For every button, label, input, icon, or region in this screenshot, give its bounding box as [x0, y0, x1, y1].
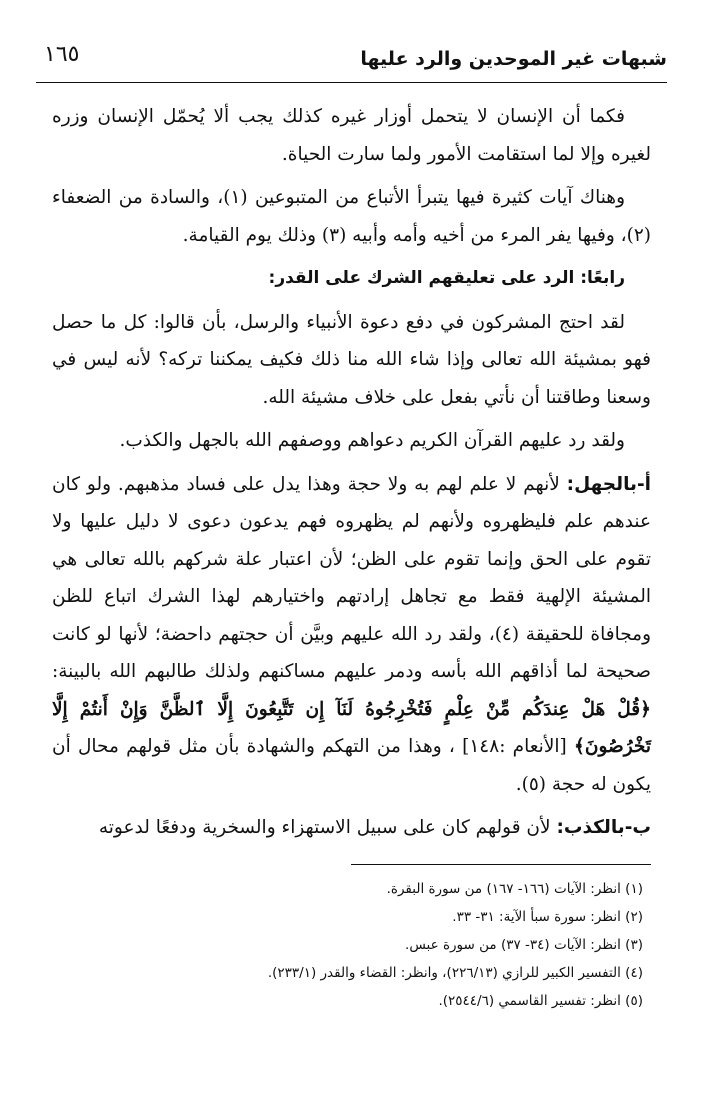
paragraph-2: وهناك آيات كثيرة فيها يتبرأ الأتباع من المتبوعين (١)، والسادة من الضعفاء (٢)، وفيها يفر المرء من أخيه وأمه وأبيه (٣) وذلك يوم القيامة.: [52, 187, 651, 246]
running-header: [36, 38, 667, 83]
footnote-5: (٥) انظر: تفسير القاسمي (٢٥٤٤/٦).: [438, 993, 643, 1009]
verse-reference: [الأنعام :١٤٨]: [462, 736, 567, 757]
footnote-2: (٢) انظر: سورة سبأ الآية: ٣١- ٣٣.: [452, 909, 643, 925]
paragraph-4: ولقد رد عليهم القرآن الكريم دعواهم ووصفهم الله بالجهل والكذب.: [119, 430, 625, 451]
footnote-3: (٣) انظر: الآيات (٣٤- ٣٧) من سورة عبس.: [405, 937, 643, 953]
footnotes: [52, 875, 643, 1015]
point-a-text-2: ، وهذا من التهكم والشهادة بأن مثل قولهم محال أن يكون له حجة (٥).: [52, 736, 651, 795]
page-number: ١٦٥: [44, 42, 80, 67]
header-title: شبهات غير الموحدين والرد عليها: [360, 48, 667, 70]
point-b-paragraph: [52, 809, 651, 847]
main-text: [52, 98, 651, 853]
footnote-separator: [351, 864, 651, 865]
paragraph-3: لقد احتج المشركون في دفع دعوة الأنبياء والرسل، بأن قالوا: كل ما حصل فهو بمشيئة الله تعالى وإذا شاء الله منا ذلك فكيف يمكننا تركه؟ لأنه ليس في وسعنا وطاقتنا أن نأتي بفعل على خلاف مشيئة الله.: [52, 311, 651, 408]
footnote-1: (١) انظر: الآيات (١٦٦- ١٦٧) من سورة البقرة.: [386, 881, 643, 897]
paragraph-1: فكما أن الإنسان لا يتحمل أوزار غيره كذلك يجب ألا يُحمّل الإنسان وزره لغيره وإلا لما استقامت الأمور ولما سارت الحياة.: [52, 106, 651, 165]
footnote-4: (٤) التفسير الكبير للرازي (٢٢٦/١٣)، وانظر: القضاء والقدر (٢٣٣/١).: [267, 965, 643, 981]
point-b-label: ب-بالكذب:: [556, 817, 651, 838]
quran-verse: ﴿قُلْ هَلْ عِندَكُم مِّنْ عِلْمٍ فَتُخْرِجُوهُ لَنَآ إِن تَتَّبِعُونَ إِلَّا ٱلظَّنَّ وَإِنْ أَنتُمْ إِلَّا تَخْرُصُونَ﴾: [52, 698, 652, 757]
point-a-paragraph: [52, 466, 651, 804]
point-a-label: أ-بالجهل:: [566, 473, 651, 495]
point-b-text: لأن قولهم كان على سبيل الاستهزاء والسخرية ودفعًا لدعوته: [98, 817, 551, 838]
section-heading: رابعًا: الرد على تعليقهم الشرك على القدر:: [268, 268, 625, 288]
point-a-text-1: لأنهم لا علم لهم به ولا حجة وهذا يدل على فساد مذهبهم. ولو كان عندهم علم فليظهروه ولأنهم لم يظهروه فهم يدعون دعوى لا دليل عليها ولا تقوم على الحق وإنما تقوم على الظن؛ لأن اعتبار علة شركهم بالله تعالى هي المشيئة الإلهية فقط مع تجاهل إرادتهم واختيارهم لهذا الشرك اتباع للظن ومجافاة للحقيقة (٤)، ولقد رد الله عليهم وبيَّن أن حجتهم داحضة؛ لأنها لو كانت صحيحة لما أذاقهم الله بأسه ودمر عليهم مساكنهم ولذلك طالبهم الله بالبينة:: [52, 473, 652, 682]
